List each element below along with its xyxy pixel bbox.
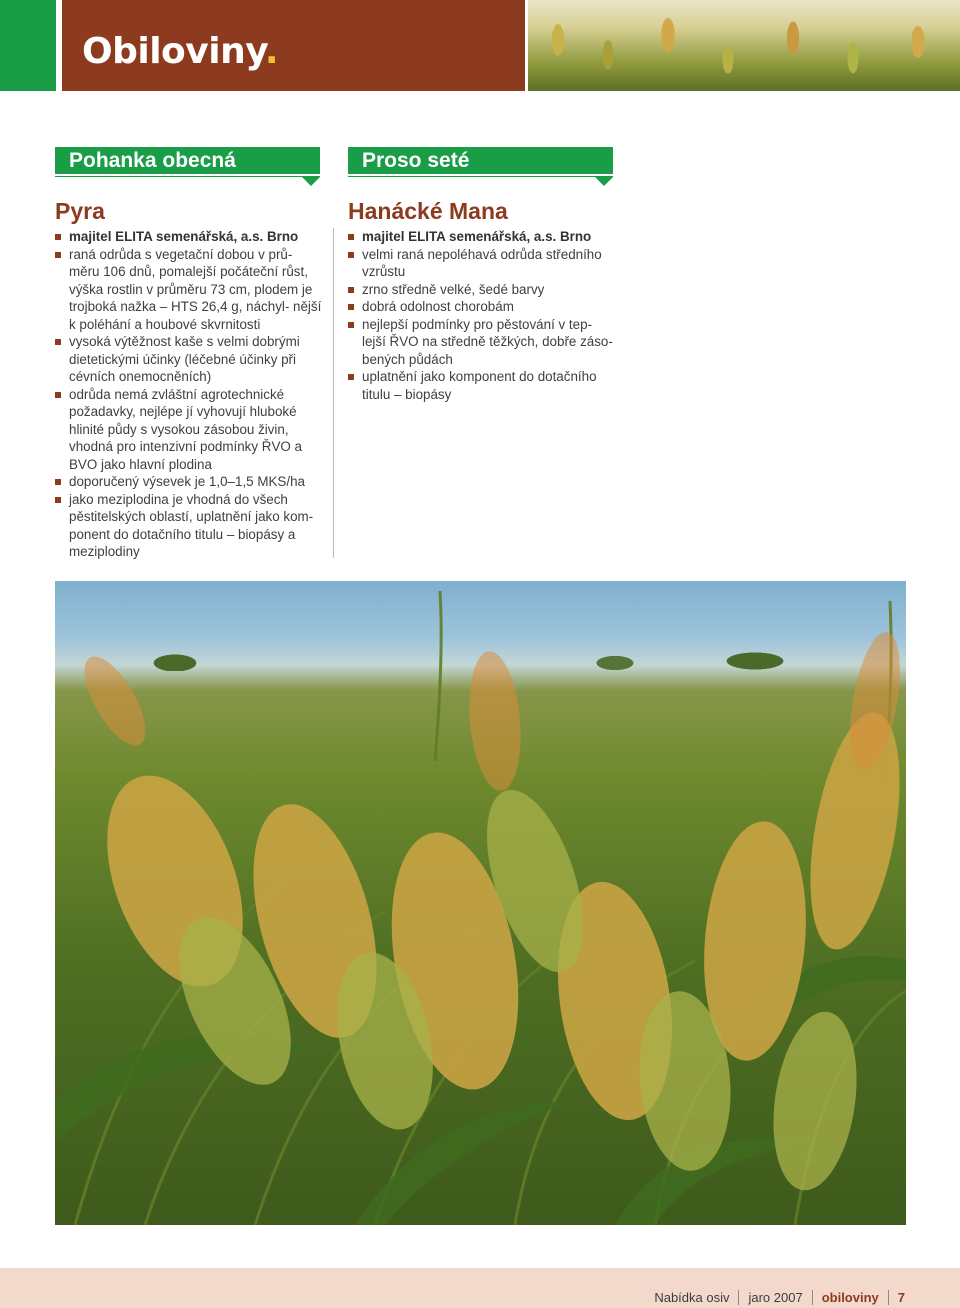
list-item: velmi raná nepoléhavá odrůda středního vzrůstu — [348, 246, 616, 281]
header-grain-photo — [528, 0, 960, 91]
footer-separator — [812, 1290, 813, 1305]
list-item: doporučený výsevek je 1,0–1,5 MKS/ha — [55, 473, 325, 491]
variety-title-hanacke-mana: Hanácké Mana — [348, 198, 508, 224]
section-bar-buckwheat — [55, 147, 320, 174]
list-item: majitel ELITA semenářská, a.s. Brno — [348, 228, 616, 246]
list-item: zrno středně velké, šedé barvy — [348, 281, 616, 299]
header-green-block — [0, 0, 56, 91]
section-title-buckwheat: Pohanka obecná — [69, 149, 236, 172]
list-item: jako meziplodina je vhodná do všech pěstitelských oblastí, uplatnění jako kom- ponent do dotačního titulu – biopásy a meziplodiny — [55, 491, 325, 561]
footer-info — [654, 1290, 905, 1306]
millet-panicles-illustration — [55, 581, 906, 1225]
footer-season: jaro 2007 — [748, 1290, 803, 1305]
millet-field-photo — [55, 581, 906, 1225]
column-divider — [333, 228, 334, 558]
section-marker-buckwheat — [302, 177, 320, 186]
footer-separator — [738, 1290, 739, 1305]
footer-separator — [888, 1290, 889, 1305]
list-item: majitel ELITA semenářská, a.s. Brno — [55, 228, 325, 246]
list-item: raná odrůda s vegetační dobou v prů- měru 106 dnů, pomalejší počáteční růst, výška rostlin v průměru 73 cm, plodem je trojboká nažka – HTS 26,4 g, náchyl- nější k poléhání a houbové skvrnitosti — [55, 246, 325, 334]
page-number: 7 — [897, 1290, 905, 1305]
section-underline-millet — [348, 176, 613, 177]
section-bar-millet — [348, 147, 613, 174]
variety-title-pyra: Pyra — [55, 198, 105, 224]
list-item: nejlepší podmínky pro pěstování v tep- lejší ŘVO na středně těžkých, dobře záso- bených půdách — [348, 316, 616, 369]
footer-publication: Nabídka osiv — [654, 1290, 730, 1305]
page-title-dot: . — [264, 31, 279, 72]
list-item: vysoká výtěžnost kaše s velmi dobrými dietetickými účinky (léčebné účinky při cévních onemocněních) — [55, 333, 325, 386]
section-underline-buckwheat — [55, 176, 320, 177]
variety-list-hanacke-mana — [348, 228, 616, 403]
footer-section: obiloviny — [821, 1290, 879, 1305]
list-item: odrůda nemá zvláštní agrotechnické požadavky, nejlépe jí vyhovují hluboké hlinité půdy s vysokou zásobou živin, vhodná pro intenzivní podmínky ŘVO a BVO jako hlavní plodina — [55, 386, 325, 474]
page-title — [82, 31, 279, 72]
list-item: dobrá odolnost chorobám — [348, 298, 616, 316]
section-title-millet: Proso seté — [362, 149, 470, 172]
page-title-text: Obiloviny — [82, 31, 265, 72]
list-item: uplatnění jako komponent do dotačního titulu – biopásy — [348, 368, 616, 403]
section-marker-millet — [595, 177, 613, 186]
variety-list-pyra — [55, 228, 325, 561]
